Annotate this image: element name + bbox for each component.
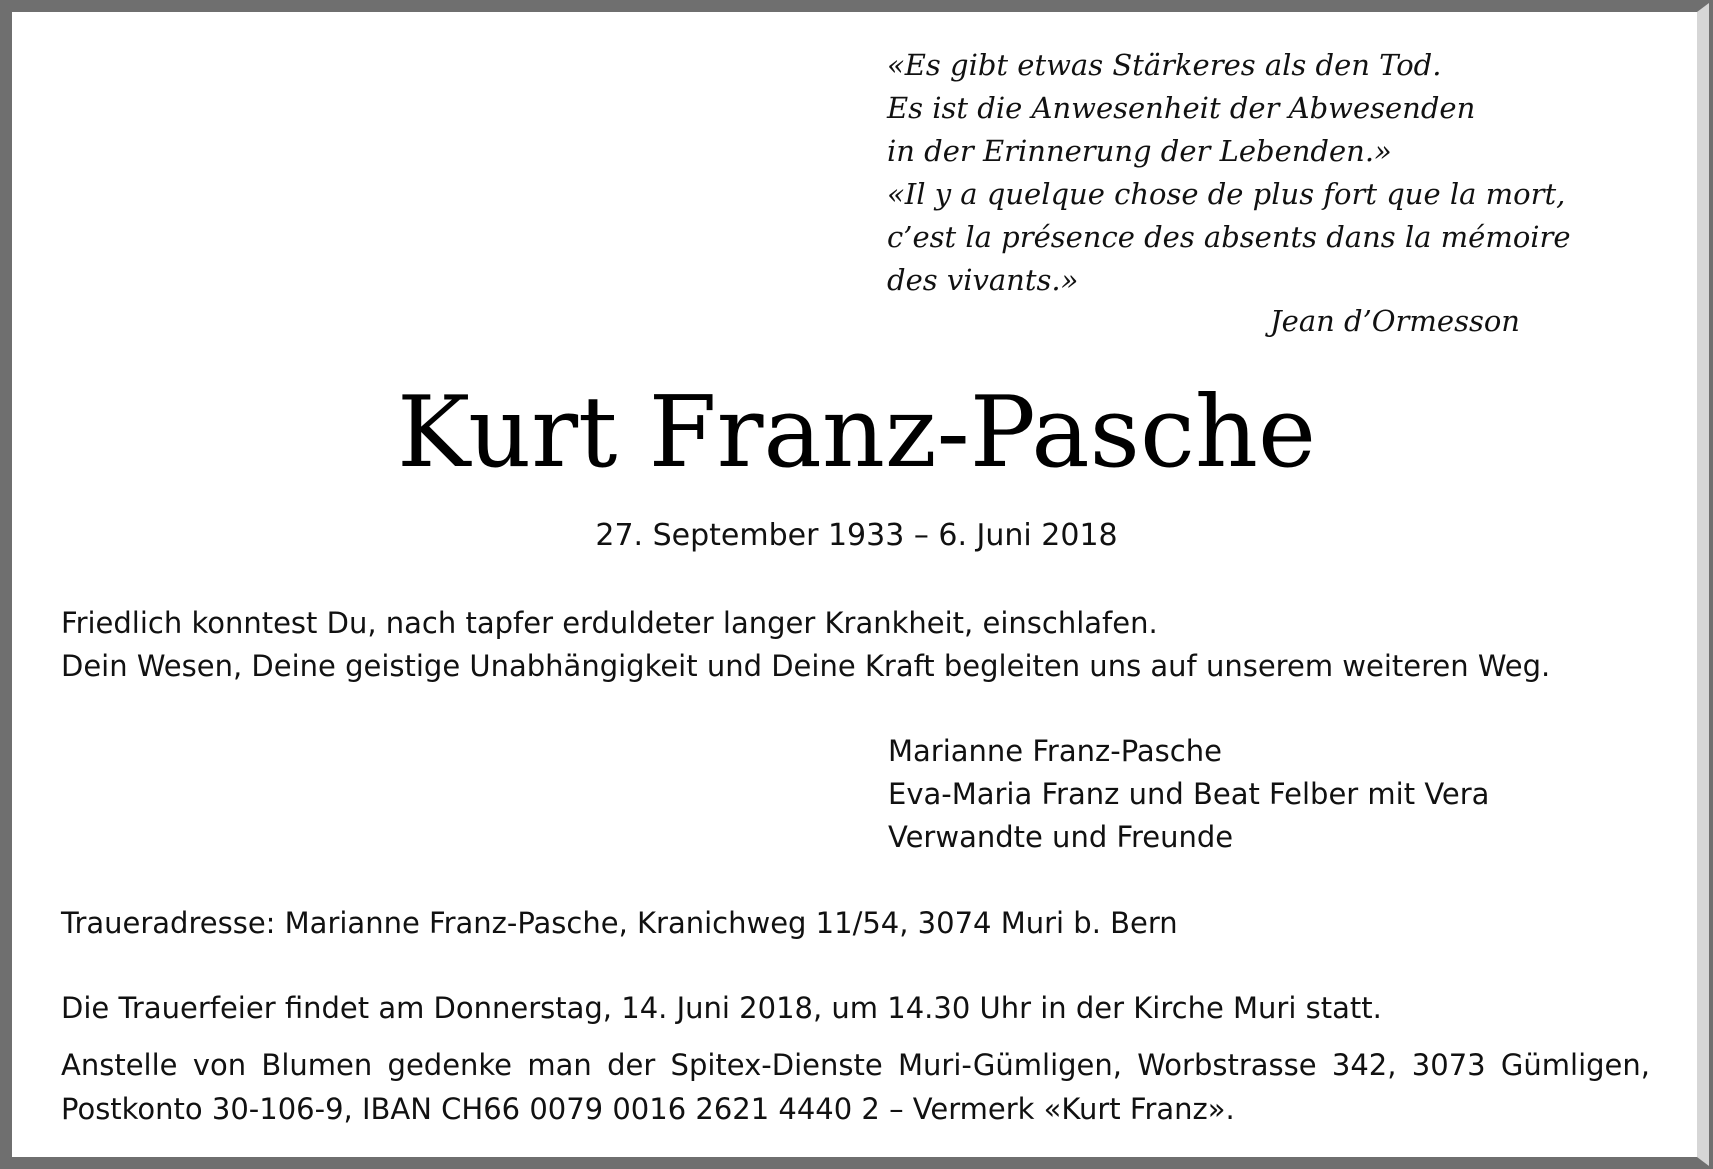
farewell-message <box>61 602 1550 688</box>
mourner: Marianne Franz-Pasche <box>888 734 1222 768</box>
mourner: Verwandte und Freunde <box>888 820 1234 854</box>
quote-line: Es ist die Anwesenheit der Abwesenden <box>887 91 1476 125</box>
quote-line: «Il y a quelque chose de plus fort que la mort, <box>887 177 1566 211</box>
message-line: Friedlich konntest Du, nach tapfer erduldeter langer Krankheit, einschlafen. <box>61 606 1158 640</box>
quote-line: c’est la présence des absents dans la mémoire <box>887 220 1571 254</box>
mourner: Eva-Maria Franz und Beat Felber mit Vera <box>888 777 1490 811</box>
mourning-address: Traueradresse: Marianne Franz-Pasche, Kranichweg 11/54, 3074 Muri b. Bern <box>61 906 1178 940</box>
quote-line: des vivants.» <box>887 263 1079 297</box>
quote-line: in der Erinnerung der Lebenden.» <box>887 134 1392 168</box>
life-dates: 27. September 1933 – 6. Juni 2018 <box>595 518 1118 553</box>
deceased-name: Kurt Franz-Pasche <box>397 376 1316 490</box>
quote-author: Jean d’Ormesson <box>1270 304 1520 338</box>
donation-line: Anstelle von Blumen gedenke man der Spitex-Dienste Muri-Gümligen, Worbstrasse 342, 3073 Gümligen, <box>61 1048 1650 1082</box>
donation-line: Postkonto 30-106-9, IBAN CH66 0079 0016 2621 4440 2 – Vermerk «Kurt Franz». <box>61 1092 1235 1126</box>
quote <box>887 44 1571 302</box>
donation-info <box>61 1043 1650 1131</box>
mourners-list <box>888 730 1489 859</box>
quote-line: «Es gibt etwas Stärkeres als den Tod. <box>887 48 1442 82</box>
ceremony-info: Die Trauerfeier findet am Donnerstag, 14. Juni 2018, um 14.30 Uhr in der Kirche Muri statt. <box>61 991 1382 1025</box>
message-line: Dein Wesen, Deine geistige Unabhängigkeit und Deine Kraft begleiten uns auf unserem weiteren Weg. <box>61 649 1551 683</box>
